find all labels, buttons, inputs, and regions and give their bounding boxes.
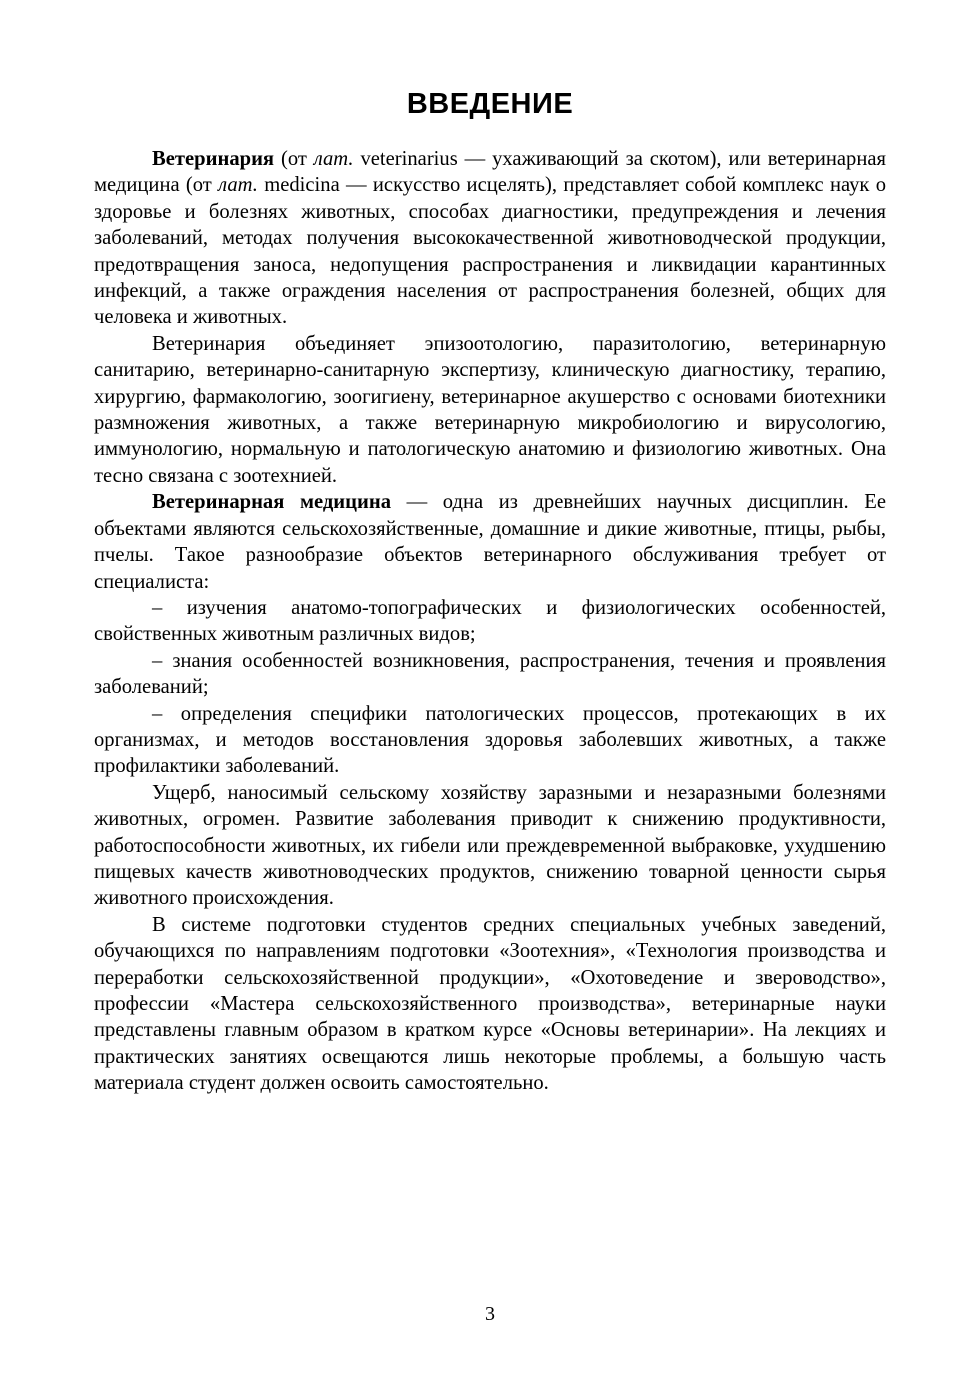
paragraph-damage: Ущерб, наносимый сельскому хозяйству заразными и незаразными болезнями животных, огромен. Развитие заболевания приводит к снижению продуктивности, работоспособности животных, их гибели или преждевременной выбраковке, ухудшению пищевых качеств животноводческих продуктов, снижению товарной ценности сырья животного происхождения. [94, 781, 886, 910]
page-title: ВВЕДЕНИЕ [406, 88, 574, 120]
term-veterinariya: Ветеринария [152, 148, 275, 170]
page-number: 3 [485, 1303, 495, 1325]
list-item: – изучения анатомо-топографических и физиологических особенностей, свойственных животным различных видов; [94, 596, 886, 646]
paragraph-education-system: В системе подготовки студентов средних специальных учебных заведений, обучающихся по направлениям подготовки «Зоотехния», «Технология производства и переработки сельскохозяйственной продукции», «Охотоведение и звероводство», профессии «Мастера сельскохозяйственного производства», ветеринарные науки представлены главным образом в кратком курсе «Основы ветеринарии». На лекциях и практических занятиях освещаются лишь некоторые проблемы, а большую часть материала студент должен освоить самостоятельно. [94, 913, 886, 1095]
term-veterinary-medicine: Ветеринарная медицина [152, 491, 392, 514]
body-text [94, 146, 886, 1097]
paragraph-disciplines: Ветеринария объединяет эпизоотологию, паразитологию, ветеринарную санитарию, ветеринарно-санитарную экспертизу, клиническую диагностику, терапию, хирургию, фармакологию, зоогигиену, ветеринарное акушерство с основами биотехники размножения животных, а также ветеринарную микробиологию и вирусологию, иммунологию, нормальную и патологическую анатомию и физиологию животных. Она тесно связана с зоотехнией. [94, 332, 886, 487]
list-item: – определения специфики патологических процессов, протекающих в их организмах, и методов восстановления здоровья заболевших животных, а также профилактики заболеваний. [94, 702, 886, 778]
list-item: – знания особенностей возникновения, распространения, течения и проявления заболеваний; [94, 649, 886, 699]
paragraph-veterinary-medicine: Ветеринарная медицина — одна из древнейших научных дисциплин. Ее объектами являются сельскохозяйственные, домашние и дикие животные, птицы, рыбы, пчелы. Такое разнообразие объектов ветеринарного обслуживания требует от специалиста: [94, 491, 886, 593]
paragraph-veterinary-definition: Ветеринария (от лат. veterinarius — ухаживающий за скотом), или ветеринарная медицина (от лат. medicina — искусство исцелять), представляет собой комплекс наук о здоровье и болезнях животных, способах диагностики, предупреждения и лечения заболеваний, методах получения высококачественной животноводческой продукции, предотвращения заноса, недопущения распространения и ликвидации карантинных инфекций, а также ограждения населения от распространения болезней, общих для человека и животных. [94, 148, 886, 329]
